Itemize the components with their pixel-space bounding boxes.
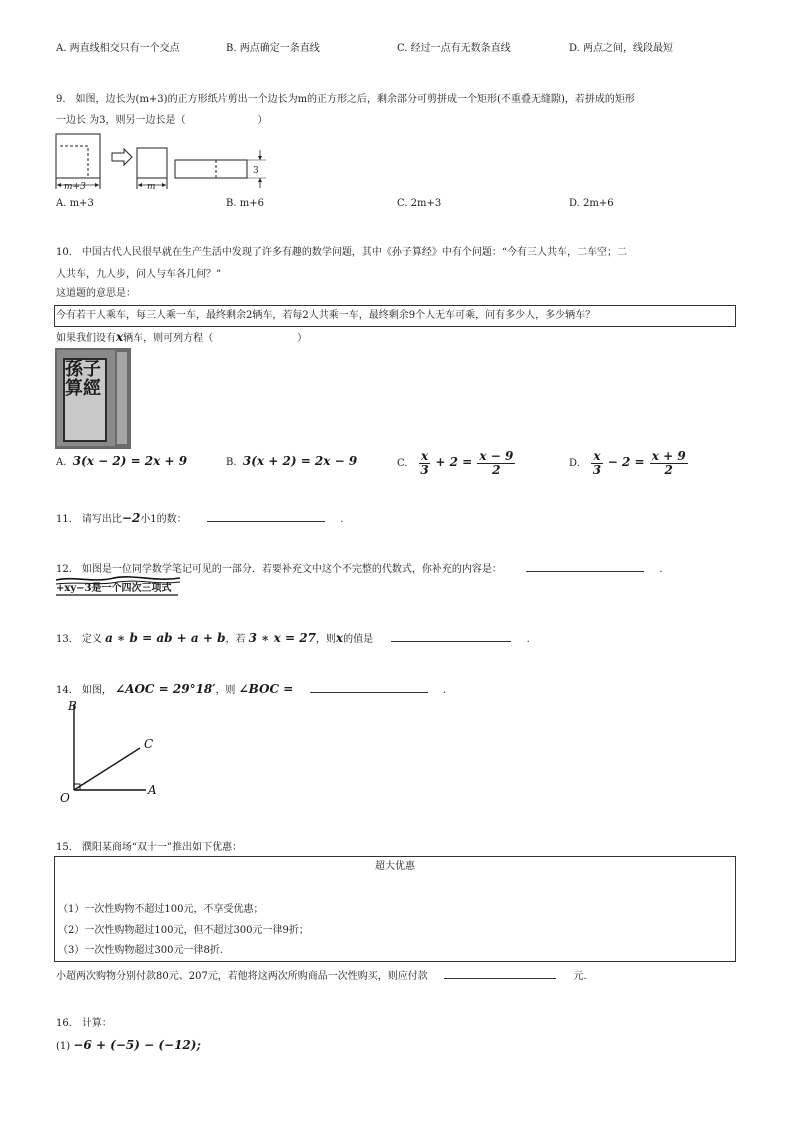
q13-answer-blank[interactable] — [391, 630, 511, 642]
q9-option-a: A. m+3 — [56, 198, 94, 209]
q15-question-after: 小超两次购物分别付款80元、207元，若他将这两次所购商品一次性购买，则应付款 元. — [56, 967, 587, 984]
q14-question: 14． 如图， ∠AOC = 29°18′，则 ∠BOC = . — [56, 682, 447, 696]
q10-question-line1: 10． 中国古代人民很早就在生产生活中发现了许多有趣的数学问题，其中《孙子算经》中有个问题：“今有三人共车，二车空；二 — [56, 247, 628, 258]
q12-note-text: +xy−3是一个四次三项式 — [56, 583, 172, 594]
q13-question: 13． 定义 a ∗ b = ab + a + b，若 3 ∗ x = 27，则x的值是 . — [56, 631, 530, 645]
q15-rule-1: （1）一次性购物不超过100元，不享受优惠； — [58, 904, 264, 915]
q15-promo-title: 超大优惠 — [375, 861, 415, 872]
q11-answer-blank[interactable] — [207, 510, 325, 522]
label-c: C — [144, 737, 154, 751]
q9-label-three: 3 — [253, 166, 259, 176]
q14-answer-blank[interactable] — [310, 681, 428, 693]
q10-option-d: D. $\frac{x}{3}$ − 2 = $\frac{x + 9}{2}$ — [569, 449, 686, 477]
q15-rule-3: （3）一次性购物超过300元一律8折. — [58, 945, 223, 956]
q12-answer-blank[interactable] — [526, 560, 644, 572]
q9-figure — [54, 132, 274, 196]
q8-option-c: C. 经过一点有无数条直线 — [397, 43, 511, 54]
q10-option-c: C. $\frac{x}{3}$ + 2 = $\frac{x - 9}{2}$ — [397, 449, 514, 477]
q11-question: 11． 请写出比−2小1的数： . — [56, 511, 344, 525]
q10-question-line3: 这道题的意思是： — [56, 288, 136, 299]
q10-question-line4: 如果我们设有x辆车，则可列方程（ ） — [56, 330, 308, 344]
q9-label-big: m+3 — [64, 182, 86, 192]
q8-option-a: A. 两直线相交只有一个交点 — [56, 43, 180, 54]
q9-option-c: C. 2m+3 — [397, 198, 442, 209]
q8-option-b: B. 两点确定一条直线 — [226, 43, 320, 54]
q9-question-line2: 一边长 为3，则另一边长是（ ） — [56, 115, 268, 126]
label-o: O — [60, 791, 70, 805]
label-a: A — [148, 783, 157, 797]
q10-option-a: A. 3(x − 2) = 2x + 9 — [56, 454, 188, 468]
q16-question: 16． 计算： — [56, 1018, 112, 1029]
q10-question-line2: 人共车，九人步，问人与车各几何？” — [56, 269, 222, 280]
q16-subquestion-1: (1) −6 + (−5) − (−12); — [56, 1038, 201, 1052]
label-b: B — [68, 699, 77, 713]
sunzi-suanjing-book-image — [55, 348, 131, 449]
q9-option-d: D. 2m+6 — [569, 198, 614, 209]
q12-question: 12． 如图是一位同学数学笔记可见的一部分．若要补充文中这个不完整的代数式，你补充的内容是： . — [56, 560, 663, 577]
q15-rule-2: （2）一次性购物超过100元，但不超过300元一律9折； — [58, 925, 309, 936]
q14-angle-figure — [54, 696, 174, 808]
q9-label-small: m — [147, 182, 156, 192]
q10-boxed-text: 今有若干人乘车，每三人乘一车，最终剩余2辆车，若每2人共乘一车，最终剩余9个人无车可乘，问有多少人，多少辆车？ — [56, 310, 596, 321]
q9-option-b: B. m+6 — [226, 198, 264, 209]
q15-question: 15． 濮阳某商场“双十一”推出如下优惠： — [56, 842, 243, 853]
q15-answer-blank[interactable] — [444, 967, 556, 979]
q8-option-d: D. 两点之间，线段最短 — [569, 43, 674, 54]
q10-option-b: B. 3(x + 2) = 2x − 9 — [226, 454, 358, 468]
book-title-text: 孫子算經 — [65, 359, 101, 399]
q9-question-line1: 9． 如图，边长为(m+3)的正方形纸片剪出一个边长为m的正方形之后，剩余部分可剪拼成一个矩形(不重叠无缝隙)，若拼成的矩形 — [56, 94, 635, 105]
